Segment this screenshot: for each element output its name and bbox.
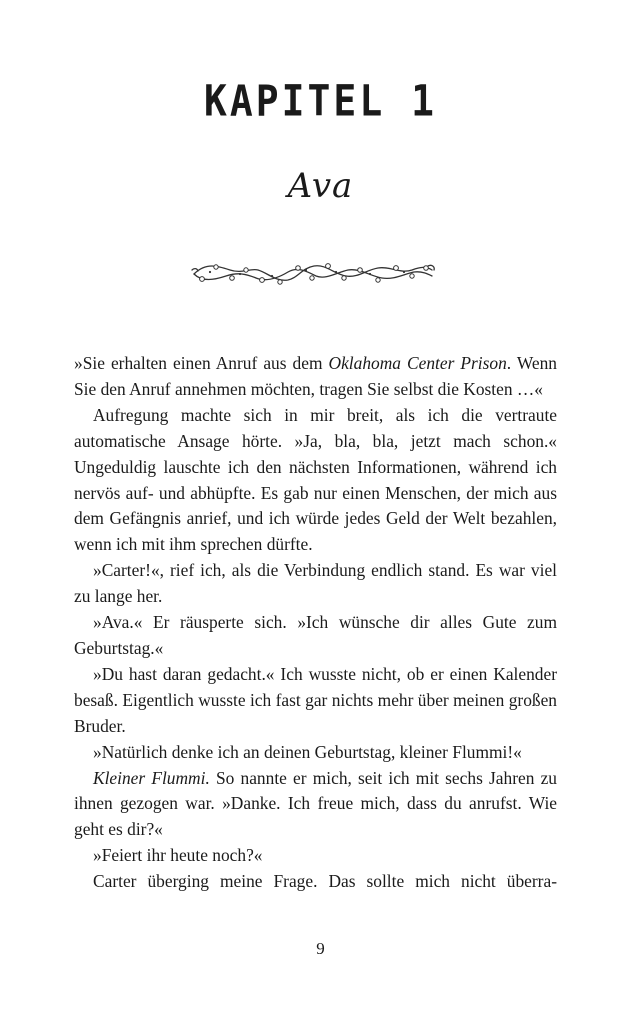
paragraph-text: »Du hast daran gedacht.« Ich wusste nicht, ob er einen Kalender besaß. Eigentlich wusste ich fast gar nichts mehr über meinen großen Bruder. — [74, 663, 557, 736]
paragraph — [74, 662, 557, 740]
emphasized-text: Kleiner Flummi. — [93, 767, 210, 788]
paragraph-text: »Natürlich denke ich an deinen Geburtstag, kleiner Flummi!« — [93, 741, 522, 762]
emphasized-text: Oklahoma Center Prison — [328, 353, 507, 373]
paragraph-text: So nannte er mich, seit ich mit sechs Jahren zu ihnen gezogen war. »Danke. Ich freue mich, dass du anrufst. Wie geht es dir?« — [74, 767, 557, 840]
paragraph — [74, 740, 557, 766]
chapter-title: KAPITEL 1 — [204, 76, 437, 126]
paragraph-text: »Ava.« Er räusperte sich. »Ich wünsche dir alles Gute zum Geburtstag.« — [74, 612, 557, 658]
paragraph — [74, 351, 557, 403]
chapter-body-text — [74, 351, 557, 895]
string-lights-ornament-icon — [188, 256, 438, 296]
chapter-name: Ava — [287, 166, 354, 206]
paragraph — [74, 843, 557, 869]
paragraph-text: Carter überging meine Frage. Das sollte mich nicht überra- — [93, 871, 557, 892]
paragraph-text: . Wenn Sie den Anruf annehmen möchten, tragen Sie selbst die Kosten …« — [74, 353, 557, 399]
paragraph — [74, 766, 557, 844]
paragraph-text: Aufregung machte sich in mir breit, als ich die vertraute automatische Ansage hörte. »Ja, bla, bla, jetzt mach schon.« Ungeduldig lauschte ich den nächsten Informationen, während ich nervös auf- und abhüpfte. Es gab nur einen Menschen, der mich aus dem Gefängnis anrief, und ich würde jedes Geld der Welt bezahlen, wenn ich mit ihm sprechen dürfte. — [74, 404, 557, 555]
paragraph — [74, 403, 557, 558]
paragraph — [74, 610, 557, 662]
paragraph-text: »Carter!«, rief ich, als die Verbindung endlich stand. Es war viel zu lange her. — [74, 560, 557, 607]
paragraph — [74, 869, 557, 895]
page-number: 9 — [316, 939, 325, 958]
paragraph-text: »Feiert ihr heute noch?« — [93, 845, 263, 866]
paragraph-text: »Sie erhalten einen Anruf aus dem — [74, 353, 329, 373]
paragraph — [74, 558, 557, 610]
